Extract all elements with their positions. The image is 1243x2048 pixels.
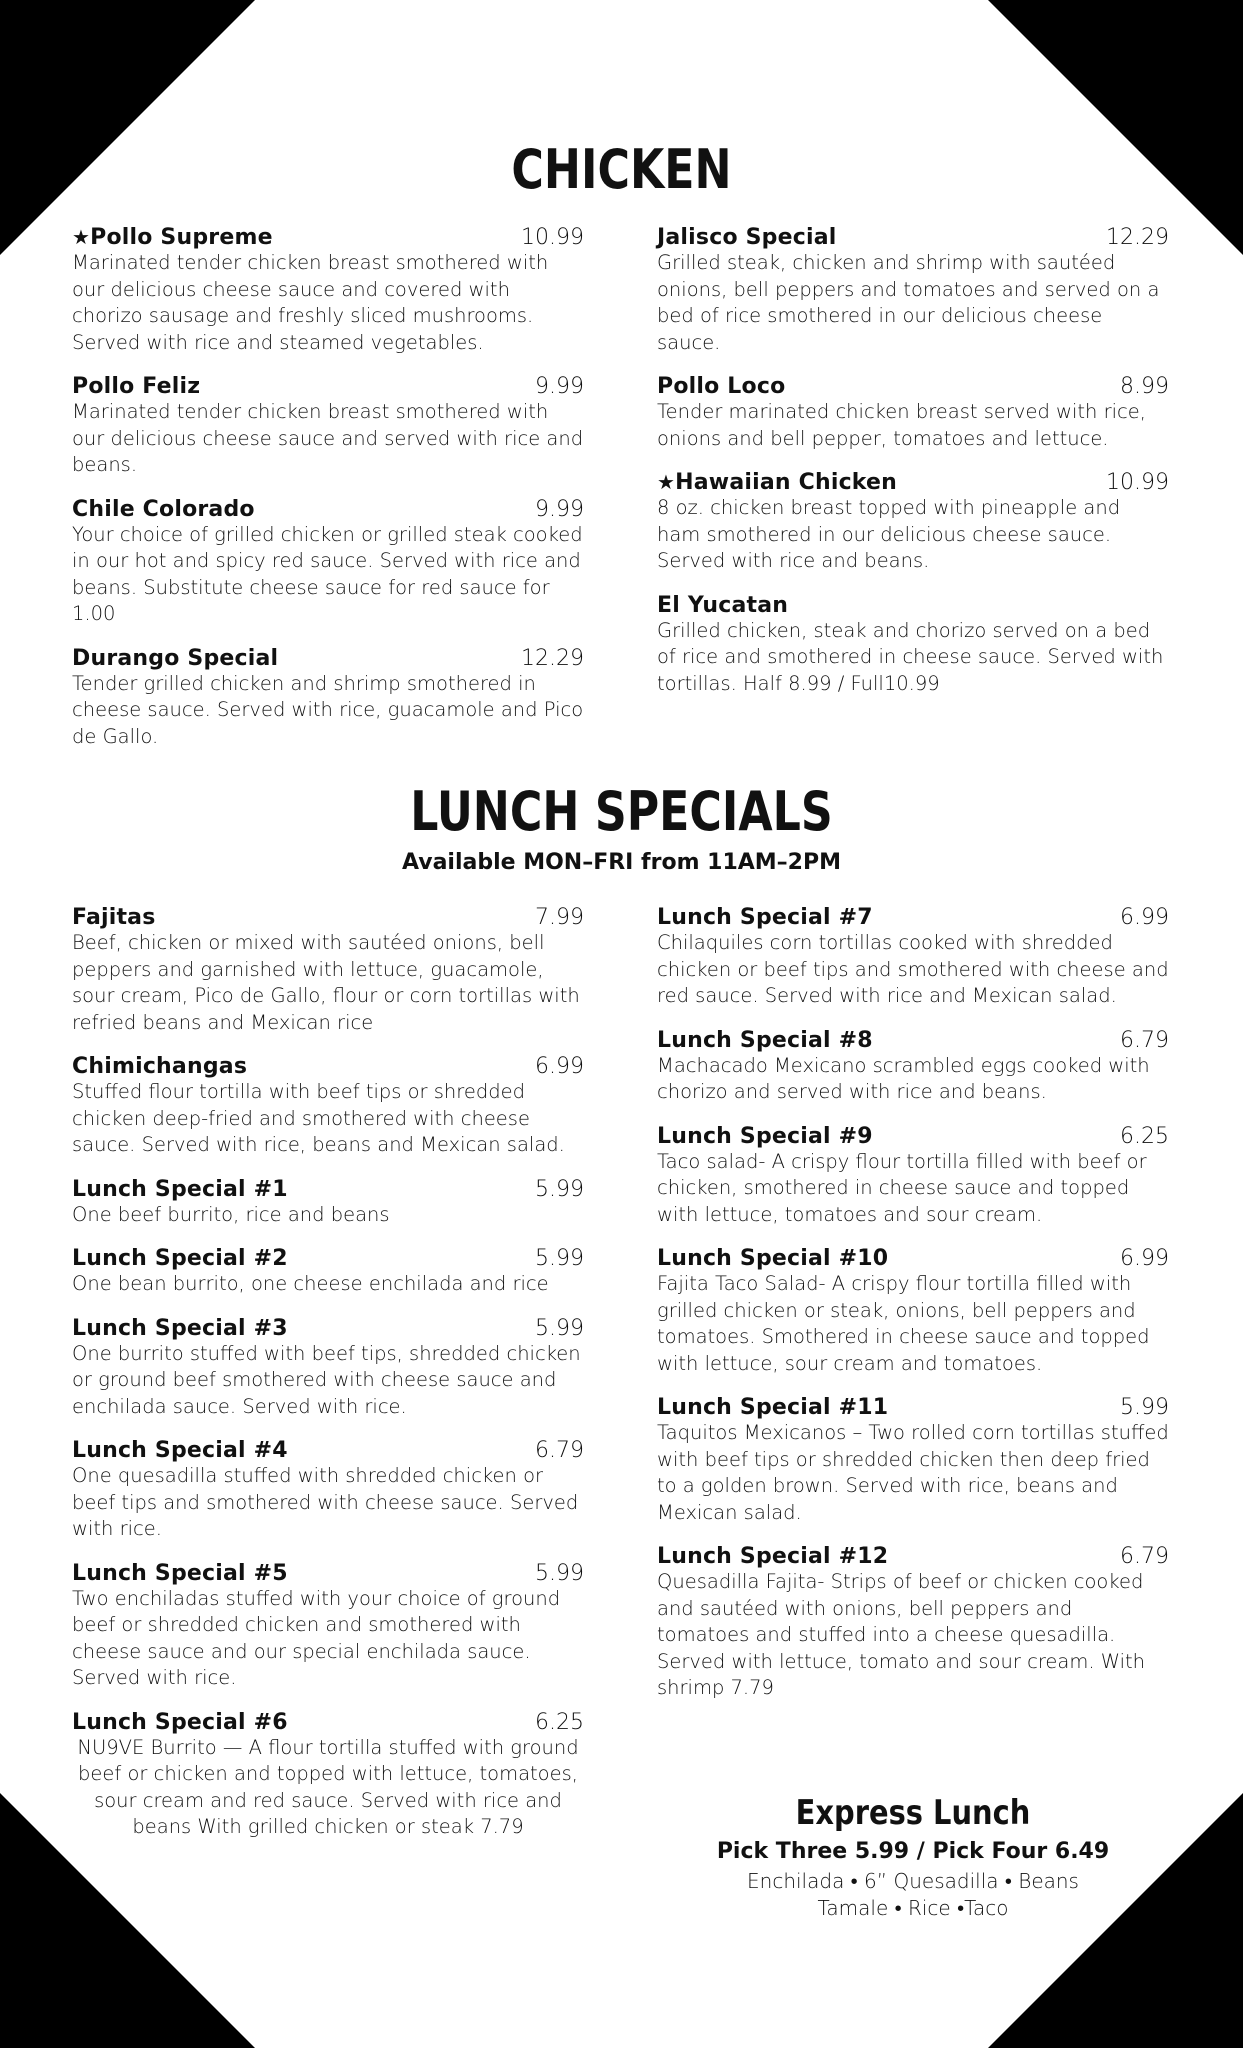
- menu-item-price: 12.29: [521, 645, 584, 671]
- menu-item-description: Machacado Mexicano scrambled eggs cooked with chorizo and served with rice and beans.: [657, 1053, 1150, 1103]
- menu-item: [72, 1710, 584, 1841]
- menu-item: [72, 1054, 584, 1159]
- menu-item-header: [657, 1246, 1169, 1271]
- menu-item: [72, 905, 584, 1036]
- menu-item-description: Marinated tender chicken breast smothered with our delicious cheese sauce and served with rice and beans.: [72, 400, 584, 476]
- menu-item-description: Grilled chicken, steak and chorizo served on a bed of rice and smothered in cheese sauce. Served with tortillas. Half 8.99 / Full10.99: [657, 618, 1164, 695]
- menu-item-description: One quesadilla stuffed with shredded chicken or beef tips and smothered with cheese sauce. Served with rice.: [72, 1464, 579, 1540]
- menu-item-title: [657, 1246, 888, 1271]
- menu-item: [657, 1246, 1169, 1377]
- menu-item-header: [657, 905, 1169, 930]
- menu-item-description: NU9VE Burrito — A flour tortilla stuffed with ground beef or chicken and topped with lettuce, tomatoes, sour cream and red sauce. Served with rice and beans With grilled chicken or steak 7.79: [77, 1735, 579, 1838]
- menu-item-name: Lunch Special #12: [657, 1544, 889, 1569]
- menu-item-description: Beef, chicken or mixed with sautéed onions, bell peppers and garnished with lettuce, guacamole, sour cream, Pico de Gallo, flour or corn tortillas with refried beans and Mexican rice: [72, 931, 580, 1034]
- menu-item-title: [657, 1544, 888, 1569]
- menu-item-name: Lunch Special #1: [72, 1176, 288, 1202]
- menu-item-header: [72, 1561, 584, 1586]
- express-lunch-options-line-2: Tamale • Rice •Taco: [817, 1896, 1009, 1920]
- menu-item-description: Taquitos Mexicanos – Two rolled corn tortillas stuffed with beef tips or shredded chicken then deep fried to a golden brown. Served with rice, beans and Mexican salad.: [657, 1421, 1169, 1524]
- menu-item-header: [72, 497, 584, 522]
- menu-item-description: Fajita Taco Salad- A crispy flour tortilla filled with grilled chicken or steak, onions, bell peppers and tomatoes. Smothered in cheese sauce and topped with lettuce, sour cream and tomatoes.: [657, 1272, 1150, 1375]
- lunch-specials-title: LUNCH SPECIALS: [410, 780, 833, 843]
- menu-item-header: [72, 1054, 584, 1079]
- menu-item-header: [72, 1710, 584, 1735]
- menu-item-title: [72, 497, 255, 522]
- menu-item-title: [657, 1028, 873, 1053]
- menu-item-price: 6.79: [1120, 1544, 1169, 1569]
- menu-item: [657, 225, 1169, 356]
- menu-item-price: 9.99: [535, 496, 584, 522]
- menu-item-header: [657, 1544, 1169, 1569]
- menu-item-price: 10.99: [521, 225, 584, 250]
- lunch-availability: Available MON–FRI from 11AM–2PM: [401, 850, 842, 875]
- menu-item-price: 5.99: [535, 1560, 584, 1586]
- menu-item-header: [72, 1438, 584, 1463]
- menu-item-name: Lunch Special #4: [72, 1438, 288, 1463]
- menu-item-name: Hawaiian Chicken: [675, 470, 898, 495]
- menu-item-description: Tender grilled chicken and shrimp smothered in cheese sauce. Served with rice, guacamole and Pico de Gallo.: [72, 671, 584, 748]
- menu-item-price: 10.99: [1106, 470, 1169, 495]
- menu-item-description: Quesadilla Fajita- Strips of beef or chicken cooked and sautéed with onions, bell peppers and tomatoes and stuffed into a cheese quesadilla. Served with lettuce, tomato and sour cream. With shrimp 7.79: [657, 1570, 1146, 1699]
- menu-item-price: 9.99: [535, 374, 584, 399]
- menu-item-title: [72, 646, 278, 671]
- menu-item: [72, 646, 584, 751]
- star-icon: ★: [72, 225, 91, 249]
- menu-item-name: Chimichangas: [72, 1054, 248, 1079]
- express-lunch-title: Express Lunch: [795, 1793, 1031, 1833]
- menu-item-header: [72, 1177, 584, 1202]
- menu-item: [72, 497, 584, 628]
- menu-item-name: Pollo Feliz: [72, 374, 201, 399]
- menu-item-header: [72, 225, 584, 250]
- menu-item-name: Lunch Special #8: [657, 1027, 873, 1053]
- menu-item: [657, 593, 1169, 698]
- lunch-right-column: [657, 905, 1169, 1720]
- menu-item-header: [72, 1246, 584, 1271]
- menu-item-price: 6.99: [535, 1054, 584, 1079]
- menu-item-header: [657, 1124, 1169, 1149]
- menu-item-description: One beef burrito, rice and beans: [72, 1202, 390, 1226]
- star-icon: ★: [657, 470, 676, 494]
- menu-item: [657, 1544, 1169, 1702]
- menu-item-title: [657, 225, 837, 250]
- menu-item-header: [657, 1028, 1169, 1053]
- menu-item-name: Pollo Loco: [657, 374, 786, 399]
- menu-item-name: Pollo Supreme: [90, 225, 273, 250]
- menu-item-description: One burrito stuffed with beef tips, shredded chicken or ground beef smothered with cheese sauce and enchilada sauce. Served with rice.: [72, 1341, 581, 1418]
- menu-item-header: [657, 593, 1169, 618]
- menu-item: [657, 374, 1169, 452]
- menu-item-description: Chilaquiles corn tortillas cooked with shredded chicken or beef tips and smothered with cheese and red sauce. Served with rice and Mexican salad.: [657, 931, 1169, 1007]
- menu-item-header: [72, 646, 584, 671]
- menu-item-title: [657, 1395, 888, 1420]
- menu-item: [72, 1177, 584, 1229]
- menu-item-name: El Yucatan: [657, 592, 789, 618]
- menu-item-header: [657, 374, 1169, 399]
- menu-item: [657, 1124, 1169, 1229]
- express-lunch-pricing: Pick Three 5.99 / Pick Four 6.49: [716, 1839, 1110, 1864]
- menu-item-title: [72, 1710, 288, 1735]
- chicken-right-column: [657, 225, 1169, 715]
- menu-item-title: [657, 374, 785, 399]
- menu-item-title: [657, 1124, 873, 1149]
- menu-item-description: Your choice of grilled chicken or grilled steak cooked in our hot and spicy red sauce. Served with rice and beans. Substitute cheese sauce for red sauce for 1.00: [72, 522, 583, 625]
- menu-item-price: 6.25: [1120, 1123, 1169, 1149]
- menu-item: [72, 1561, 584, 1692]
- menu-item-title: [657, 593, 788, 618]
- chicken-left-column: [72, 225, 584, 768]
- menu-item-description: Taco salad- A crispy flour tortilla filled with beef or chicken, smothered in cheese sauce and topped with lettuce, tomatoes and sour cream.: [657, 1149, 1147, 1226]
- menu-item: [72, 374, 584, 479]
- menu-item-name: Fajitas: [72, 905, 156, 930]
- menu-item-price: 5.99: [535, 1176, 584, 1202]
- menu-item-title: [72, 1177, 288, 1202]
- menu-item-header: [657, 225, 1169, 250]
- menu-item-name: Lunch Special #11: [657, 1395, 889, 1420]
- menu-item-description: Tender marinated chicken breast served with rice, onions and bell pepper, tomatoes and lettuce.: [657, 400, 1146, 450]
- menu-item: [657, 905, 1169, 1010]
- menu-item-description: 8 oz. chicken breast topped with pineapple and ham smothered in our delicious cheese sauce. Served with rice and beans.: [657, 496, 1121, 572]
- menu-item-name: Lunch Special #7: [657, 905, 873, 930]
- menu-item-header: [72, 905, 584, 930]
- menu-item-title: [72, 1246, 288, 1271]
- menu-item: [657, 470, 1169, 575]
- menu-item-name: Chile Colorado: [72, 496, 255, 522]
- menu-item-description: Grilled steak, chicken and shrimp with sautéed onions, bell peppers and tomatoes and served on a bed of rice smothered in our delicious cheese sauce.: [657, 251, 1160, 354]
- menu-item-header: [657, 1395, 1169, 1420]
- menu-item-price: 12.29: [1106, 225, 1169, 250]
- menu-item: [72, 225, 584, 356]
- menu-item-header: [72, 374, 584, 399]
- menu-item-header: [657, 470, 1169, 495]
- menu-item-description: Marinated tender chicken breast smothered with our delicious cheese sauce and covered with chorizo sausage and freshly sliced mushrooms. Served with rice and steamed vegetables.: [72, 251, 549, 354]
- menu-item-price: 6.25: [535, 1709, 584, 1735]
- menu-item-name: Jalisco Special: [657, 225, 837, 250]
- menu-item-title: [657, 470, 897, 495]
- menu-item-name: Lunch Special #3: [72, 1315, 288, 1341]
- menu-item-price: 6.99: [1120, 1246, 1169, 1271]
- menu-item-title: [72, 1054, 247, 1079]
- menu-item-name: Lunch Special #5: [72, 1560, 288, 1586]
- menu-item-name: Lunch Special #10: [657, 1246, 889, 1271]
- menu-item-price: 6.99: [1120, 905, 1169, 930]
- menu-item-name: Lunch Special #2: [72, 1246, 288, 1271]
- menu-item-price: 6.79: [1120, 1027, 1169, 1053]
- menu-item: [72, 1246, 584, 1298]
- menu-item-price: 6.79: [535, 1438, 584, 1463]
- express-lunch-box: [657, 1793, 1169, 1922]
- menu-item-title: [72, 1316, 288, 1341]
- menu-item-title: [657, 905, 873, 930]
- menu-item-title: [72, 1438, 288, 1463]
- menu-item-price: 8.99: [1120, 374, 1169, 399]
- menu-item-name: Lunch Special #6: [72, 1709, 288, 1735]
- menu-item-price: 5.99: [1120, 1395, 1169, 1420]
- menu-item-title: [72, 1561, 288, 1586]
- menu-item-description: One bean burrito, one cheese enchilada and rice: [72, 1272, 549, 1295]
- menu-item-description: Stuffed flour tortilla with beef tips or shredded chicken deep-fried and smothered with cheese sauce. Served with rice, beans and Mexican salad.: [72, 1080, 565, 1156]
- chicken-section-title: CHICKEN: [511, 138, 732, 201]
- menu-item-title: [72, 374, 200, 399]
- menu-item-title: [72, 225, 273, 250]
- menu-item-header: [72, 1316, 584, 1341]
- corner-decoration-top-right: [988, 0, 1243, 255]
- menu-item: [72, 1316, 584, 1421]
- menu-item-price: 5.99: [535, 1246, 584, 1271]
- menu-item-name: Durango Special: [72, 645, 279, 671]
- menu-item: [72, 1438, 584, 1543]
- express-lunch-options-line-1: Enchilada • 6” Quesadilla • Beans: [747, 1869, 1079, 1893]
- menu-item-price: 5.99: [535, 1315, 584, 1341]
- menu-item-description: Two enchiladas stuffed with your choice of ground beef or shredded chicken and smothered with cheese sauce and our special enchilada sauce. Served with rice.: [72, 1586, 561, 1689]
- menu-item: [657, 1028, 1169, 1106]
- menu-item: [657, 1395, 1169, 1526]
- menu-item-price: 7.99: [535, 905, 584, 930]
- menu-item-name: Lunch Special #9: [657, 1123, 873, 1149]
- lunch-left-column: [72, 905, 584, 1859]
- corner-decoration-top-left: [0, 0, 255, 255]
- menu-item-title: [72, 905, 156, 930]
